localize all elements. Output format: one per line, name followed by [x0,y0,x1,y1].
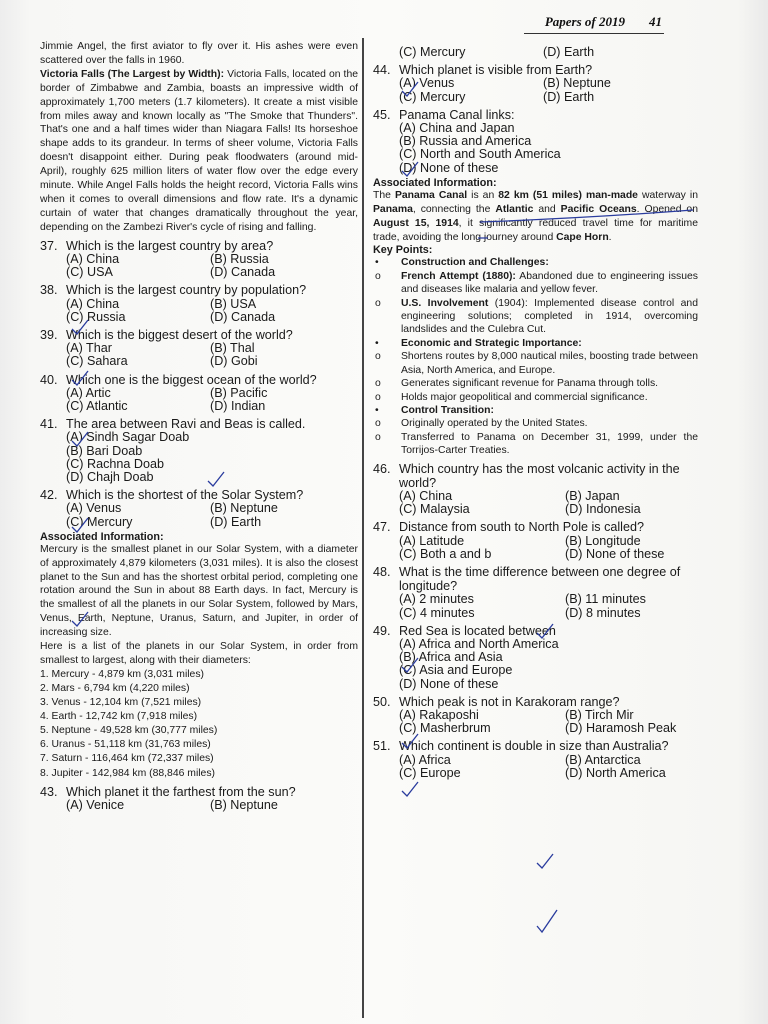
bullet: o [375,270,381,282]
page-number: 41 [649,14,662,29]
option-c: (C) Malaysia [399,502,470,517]
option-b: (B) Russia and America [399,134,532,149]
list-item [373,377,698,390]
list-item [373,270,698,297]
question-37 [40,239,358,280]
item-bold: U.S. Involvement [401,297,489,309]
question-text: Which is the shortest of the Solar System? [66,488,304,503]
bullet: o [375,378,381,390]
text-run: Panama Canal [394,189,468,201]
option-d: (D) North America [565,765,666,780]
option-d: (D) Earth [210,514,262,529]
bullet: o [375,297,381,309]
key-points-list [373,256,698,457]
question-number: 40. [40,372,58,387]
question-number: 48. [373,564,391,579]
list-item [373,337,698,350]
list-item: 1. Mercury - 4,879 km (3,031 miles) [40,668,204,680]
text-run: waterway in [637,189,698,201]
option-d: (D) Chajh Doab [66,469,154,484]
option-b: (B) Pacific [210,385,268,400]
list-item [373,404,698,417]
list-item [373,417,698,430]
option-b: (B) Tirch Mir [565,708,634,722]
option-d: (D) Earth [543,89,595,104]
pen-tick-icon [400,780,420,798]
list-item [373,350,698,377]
question-50 [373,695,698,736]
question-text: Which is the largest country by area? [66,238,274,253]
item-bold: French Attempt (1880): [401,270,516,282]
bullet: o [375,431,381,443]
question-number: 47. [373,520,391,535]
list-item: 5. Neptune - 49,528 km (30,777 miles) [40,725,218,737]
option-d: (D) None of these [399,676,499,691]
pen-tick-icon [70,369,90,387]
option-c: (C) Atlantic [66,398,128,413]
list-item [373,297,698,337]
option-d: (D) Canada [210,265,276,280]
option-a: (A) Africa [399,752,451,767]
option-b: (B) 11 minutes [565,592,646,607]
question-text: Which continent is double in size than Australia? [399,739,669,754]
option-b: (B) Thal [210,341,255,356]
option-d: (D) 8 minutes [565,605,641,620]
pen-tick-icon [535,622,555,640]
option-d: (D) None of these [399,160,499,175]
pen-tick-icon [70,430,90,448]
item-text: Construction and Challenges: [401,257,549,269]
question-text: Which is the biggest desert of the world? [66,327,293,342]
option-a: (A) Artic [66,385,111,400]
item-text: Originally operated by the United States. [401,418,588,430]
text-run: Cape Horn [556,231,609,243]
question-48 [373,565,698,620]
pen-tick-icon [400,656,420,674]
question-text: Which planet it the farthest from the sun? [66,784,296,799]
option-a: (A) Venice [66,797,125,812]
right-column [373,46,698,780]
pen-underline-icon [478,208,698,248]
text-run: The [373,189,395,201]
text-run: Atlantic [495,203,534,215]
option-b: (B) Bari Doab [66,443,143,458]
planet-list-intro: Here is a list of the planets in our Solar System, in order from smallest to largest, along with their diameters: [40,641,358,666]
bullet: o [375,351,381,363]
bullet: • [375,337,379,349]
option-b: (B) Neptune [210,501,278,516]
option-b: (B) Antarctica [565,752,641,767]
option-c: (C) Both a and b [399,546,492,561]
question-number: 49. [373,623,391,638]
option-d: (D) Indian [210,398,266,413]
item-text: Economic and Strategic Importance: [401,337,582,349]
option-c: (C) Masherbrum [399,721,491,736]
option-a: (A) Thar [66,341,112,356]
pen-tick-icon [70,318,90,336]
question-text: Red Sea is located between [399,623,556,638]
option-c: (C) Mercury [66,514,133,529]
option-d: (D) Earth [543,45,595,59]
list-item: 4. Earth - 12,742 km (7,918 miles) [40,711,198,723]
question-number: 51. [373,739,391,754]
option-a: (A) Latitude [399,533,465,548]
victoria-text: Victoria Falls, located on the border of Zimbabwe and Zambia, boasts an impressive width of approximately 1,700 meters (1.7 kilometers). It create a mist visible from miles away and known locally as "The Smoke that Thunders". That's one and a half times wider than Niagara Falls! Its horseshoe shape adds to its grandeur. In terms of sheer volume, Victoria Falls doesn't disappoint either. During peak floodwaters (around mid-April), roughly 625 million liters of water flow over the edge every minute. While Angel Falls holds the height record, Victoria Falls wins when it comes to overall dimensions and flow rate. It's a dynamic curtain of water that changes dramatically throughout the year, depending on the Zambezi River's cycle of rising and falling. [40,68,358,233]
header-rule [524,33,664,34]
bullet: • [375,257,379,269]
question-text: Which is the largest country by population? [66,283,307,298]
text-run: August 15, 1914 [373,217,459,229]
option-c: (C) North and South America [399,147,561,162]
option-a: (A) China [66,296,120,311]
header-title: Papers of 2019 [544,14,625,29]
option-d: (D) Haramosh Peak [565,721,677,736]
question-text: Which planet is visible from Earth? [399,63,593,78]
question-51 [373,739,698,780]
option-b: (B) Japan [565,488,620,503]
pen-tick-icon [535,852,555,870]
list-item: 7. Saturn - 116,464 km (72,337 miles) [40,753,214,765]
option-b: (B) Africa and Asia [399,650,503,665]
pen-tick-icon [535,908,559,934]
text-run: and [533,203,561,215]
question-41 [40,417,358,484]
question-number: 39. [40,327,58,342]
option-c: (C) Europe [399,765,461,780]
option-d: (D) Canada [210,309,276,324]
option-c: (C) Mercury [399,45,466,59]
planet-list [40,668,358,781]
option-a: (A) Africa and North America [399,636,559,651]
bullet: o [375,391,381,403]
item-body: Abandoned due to engineering issues and diseases like malaria and yellow fever. [401,270,698,296]
pen-tick-icon [400,160,420,178]
victoria-title: Victoria Falls (The Largest by Width): [40,68,225,80]
item-text: Generates significant revenue for Panama through tolls. [401,378,659,390]
option-a: (A) Venus [66,501,122,516]
question-46 [373,462,698,517]
option-c: (C) Rachna Doab [66,456,164,471]
text-run: , connecting the [412,203,496,215]
question-number: 37. [40,238,58,253]
option-a: (A) China and Japan [399,121,515,136]
option-c: (C) Russia [66,309,126,324]
pen-tick-icon [400,732,420,750]
list-item [373,431,698,458]
option-b: (B) Neptune [210,797,278,812]
question-43-continued [373,46,698,59]
option-d: (D) Indonesia [565,502,641,517]
option-c: (C) Mercury [399,89,466,104]
option-a: (A) Rakaposhi [399,708,479,722]
text-run: . Opened on [636,203,698,215]
option-b: (B) Neptune [543,76,611,91]
text-run: , it significantly reduced travel time for maritime trade, avoiding the long journey around [373,217,698,243]
bullet: o [375,418,381,430]
intro-paragraph [40,40,358,235]
pen-tick-icon [400,80,420,98]
question-number: 43. [40,784,58,799]
question-number: 41. [40,417,58,432]
question-text: Distance from south to North Pole is called? [399,520,644,535]
item-body: (1904): Implemented disease control and engineering solutions; completed in 1914, overcoming landslides and the Culebra Cut. [401,297,698,336]
intro-text: Jimmie Angel, the first aviator to fly over it. His ashes were even scattered over the falls in 1960. [40,41,358,66]
item-text [401,270,698,297]
option-d: (D) None of these [565,546,665,561]
question-text: What is the time difference between one degree of longitude? [399,564,681,594]
pen-tick-icon [206,470,226,488]
question-number: 50. [373,694,391,709]
text-run: is an [467,189,499,201]
associated-info-heading: Associated Information: [40,530,164,543]
running-header [545,14,662,30]
list-item: 3. Venus - 12,104 km (7,521 miles) [40,697,202,709]
option-a: (A) China [399,488,453,503]
option-a: (A) China [66,251,120,266]
option-b: (B) USA [210,296,257,311]
item-text [401,297,698,337]
question-47 [373,520,698,561]
option-c: (C) USA [66,265,113,280]
option-d: (D) Gobi [210,354,258,369]
option-b: (B) Longitude [565,533,641,548]
mercury-paragraph: Mercury is the smallest planet in our Solar System, with a diameter of approximately 4,879 kilometers (3,031 miles). It is also the closest planet to the Sun and has the shortest orbital period, completing one rotation around the Sun in about 88 Earth days. In fact, Mercury is the smallest of all the planets in our Solar System, followed by Mars, Venus, Earth, Neptune, Uranus, Saturn, and Jupiter, in order of increasing size. [40,543,358,639]
list-item: 8. Jupiter - 142,984 km (88,846 miles) [40,767,215,779]
question-number: 44. [373,63,391,78]
left-column [40,40,358,812]
text-run: . [608,231,612,243]
question-text: The area between Ravi and Beas is called. [66,417,306,432]
option-c: (C) Asia and Europe [399,663,513,678]
list-item [373,391,698,404]
option-a: (A) 2 minutes [399,592,474,607]
question-text: Which peak is not in Karakoram range? [399,694,620,709]
question-text: Which country has the most volcanic activity in the world? [399,461,680,490]
option-a: (A) Sindh Sagar Doab [66,430,190,445]
text-run: 82 km (51 miles) man-made [498,189,638,201]
associated-info-heading: Associated Information: [373,176,497,189]
pen-tick-icon [70,610,90,628]
question-45 [373,108,698,175]
question-text: Panama Canal links: [399,107,515,122]
option-b: (B) Russia [210,251,269,266]
pen-tick-icon [70,516,90,534]
item-text: Holds major geopolitical and commercial significance. [401,391,648,403]
question-44 [373,63,698,104]
option-c: (C) Sahara [66,354,128,369]
text-run: Pacific Oceans [560,203,637,215]
question-text: Which one is the biggest ocean of the world? [66,372,317,387]
list-item: 6. Uranus - 51,118 km (31,763 miles) [40,739,211,751]
list-item: 2. Mars - 6,794 km (4,220 miles) [40,683,190,694]
question-43 [40,785,358,812]
item-text: Shortens routes by 8,000 nautical miles, boosting trade between Asia, North America, and Europe. [401,351,698,376]
option-c: (C) 4 minutes [399,605,475,620]
question-number: 46. [373,461,391,476]
column-divider [362,38,364,1018]
item-text: Transferred to Panama on December 31, 1999, under the Torrijos-Carter Treaties. [401,431,698,457]
text-run: Panama [373,203,413,215]
question-number: 42. [40,488,58,503]
key-points-heading: Key Points: [373,244,433,257]
question-number: 45. [373,107,391,122]
option-a: (A) Venus [399,76,455,91]
question-number: 38. [40,283,58,298]
bullet: • [375,404,379,416]
list-item [373,256,698,269]
item-text: Control Transition: [401,404,494,416]
